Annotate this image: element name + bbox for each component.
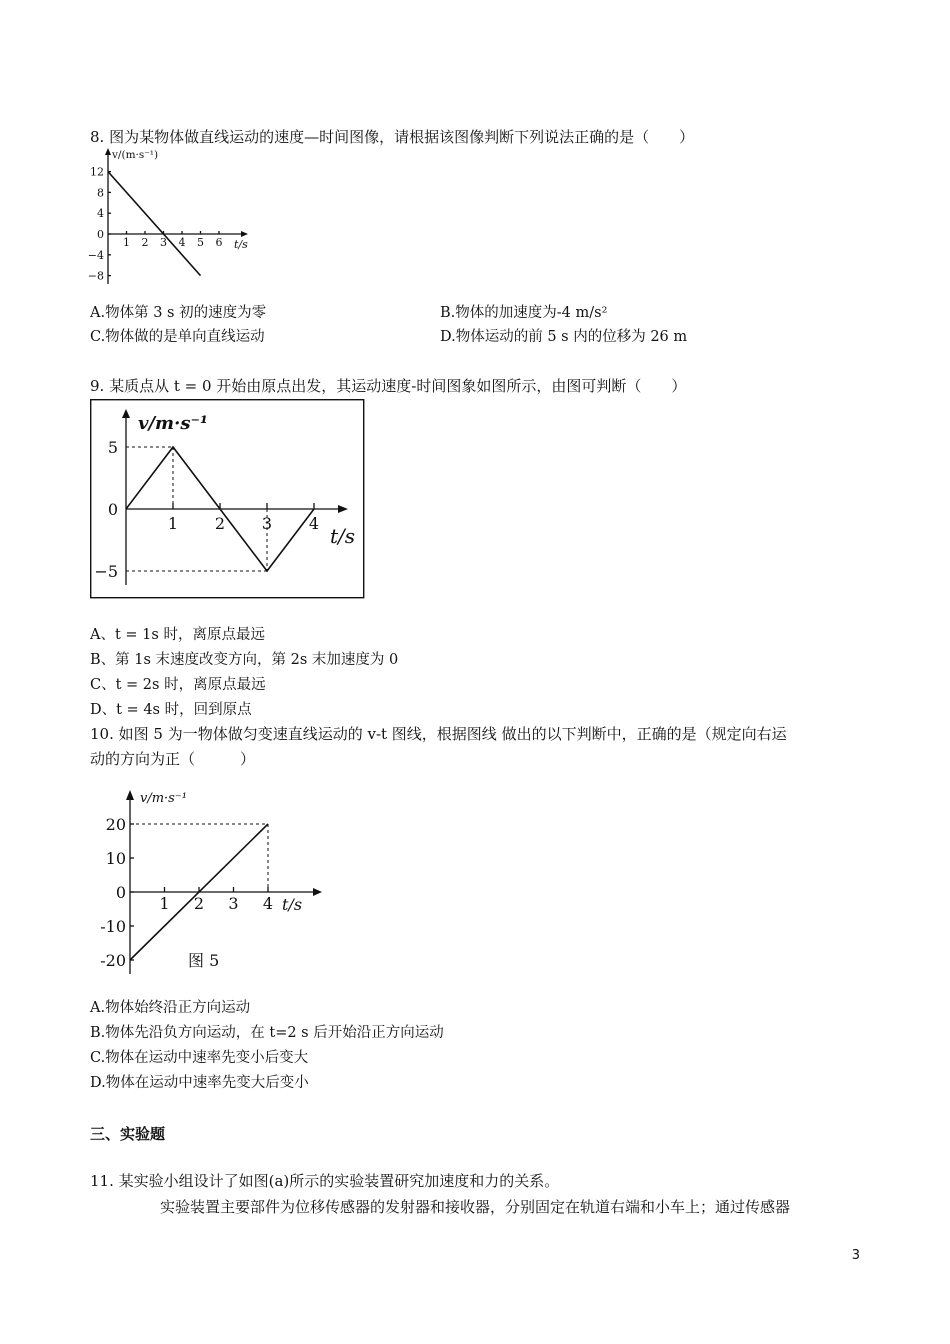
y-axis-arrow bbox=[126, 790, 134, 800]
y-tick-label: 10 bbox=[105, 849, 126, 868]
y-tick-label: 4 bbox=[97, 207, 104, 221]
y-tick-label: -10 bbox=[100, 917, 126, 936]
q10-option-a: A.物体始终沿正方向运动 bbox=[90, 1000, 251, 1016]
y-tick-label: 0 bbox=[115, 883, 126, 902]
q8-stem: 8. 图为某物体做直线运动的速度—时间图像，请根据该图像判断下列说法正确的是（ ） bbox=[90, 128, 695, 146]
y-tick-label: 0 bbox=[107, 500, 118, 519]
chart-frame bbox=[91, 400, 364, 598]
x-tick-label: 4 bbox=[178, 236, 186, 249]
y-tick-label: -20 bbox=[100, 951, 126, 970]
q10-option-d: D.物体在运动中速率先变大后变小 bbox=[90, 1075, 309, 1091]
y-axis-label: v/m·s⁻¹ bbox=[138, 413, 208, 434]
q8-velocity-line bbox=[108, 172, 201, 276]
section-title: 三、实验题 bbox=[90, 1125, 166, 1143]
q8-option-b: B.物体的加速度为-4 m/s² bbox=[440, 305, 608, 321]
y-tick-label: 5 bbox=[107, 438, 118, 457]
q8-option-c: C.物体做的是单向直线运动 bbox=[90, 329, 265, 345]
y-axis-label: v/(m·s⁻¹) bbox=[112, 149, 159, 161]
x-tick-label: 2 bbox=[193, 894, 205, 913]
x-tick-label: 5 bbox=[197, 236, 204, 249]
q9-vt-chart bbox=[90, 399, 366, 599]
q10-option-c: C.物体在运动中速率先变小后变大 bbox=[90, 1050, 309, 1066]
x-tick-label: 4 bbox=[308, 514, 320, 533]
q8-vt-chart bbox=[88, 146, 268, 286]
x-tick-label: 3 bbox=[160, 236, 167, 249]
q9-stem: 9. 某质点从 t = 0 开始由原点出发，其运动速度-时间图象如图所示，由图可判断（ ） bbox=[90, 377, 687, 395]
x-tick-label: 1 bbox=[167, 514, 179, 533]
x-axis-label: t/s bbox=[234, 238, 248, 251]
q8-option-a: A.物体第 3 s 初的速度为零 bbox=[90, 305, 267, 321]
y-tick-label: 12 bbox=[90, 165, 104, 179]
x-tick-label: 3 bbox=[261, 514, 273, 533]
x-tick-label: 6 bbox=[215, 236, 223, 249]
q10-option-b: B.物体先沿负方向运动，在 t=2 s 后开始沿正方向运动 bbox=[90, 1025, 444, 1041]
q9-option-b: B、第 1s 末速度改变方向，第 2s 末加速度为 0 bbox=[90, 652, 399, 668]
x-axis-label: t/s bbox=[330, 524, 356, 548]
q10-stem-line1: 10. 如图 5 为一物体做匀变速直线运动的 v-t 图线，根据图线 做出的以下判断中，正确的是（规定向右运 bbox=[90, 725, 787, 743]
y-tick-label: −8 bbox=[88, 269, 104, 283]
x-tick-label: 2 bbox=[141, 236, 149, 249]
x-tick-label: 1 bbox=[159, 894, 170, 913]
q10-stem-line2: 动的方向为正（ ） bbox=[90, 750, 256, 768]
x-tick-label: 4 bbox=[262, 894, 274, 913]
x-tick-label: 1 bbox=[123, 236, 130, 249]
figure-caption: 图 5 bbox=[188, 951, 220, 970]
q8-option-d: D.物体运动的前 5 s 内的位移为 26 m bbox=[440, 329, 688, 345]
page-number: 3 bbox=[851, 1248, 860, 1263]
q11-line2: 实验装置主要部件为位移传感器的发射器和接收器，分别固定在轨道右端和小车上；通过传感器 bbox=[160, 1198, 791, 1216]
q10-vt-chart bbox=[90, 782, 330, 982]
y-tick-label: −4 bbox=[88, 248, 104, 262]
q9-option-c: C、t = 2s 时，离原点最远 bbox=[90, 677, 266, 693]
x-tick-label: 3 bbox=[228, 894, 239, 913]
y-tick-label: 0 bbox=[97, 228, 104, 241]
y-tick-label: −5 bbox=[94, 562, 118, 581]
q9-option-a: A、t = 1s 时，离原点最远 bbox=[90, 627, 265, 643]
x-axis-arrow bbox=[338, 505, 348, 513]
y-axis-label: v/m·s⁻¹ bbox=[140, 791, 187, 806]
x-tick-label: 2 bbox=[214, 514, 226, 533]
y-tick-label: 20 bbox=[105, 815, 126, 834]
x-axis-label: t/s bbox=[282, 895, 303, 914]
x-axis-arrow bbox=[241, 231, 248, 237]
x-axis-arrow bbox=[313, 888, 322, 896]
y-tick-label: 8 bbox=[97, 186, 104, 200]
y-axis-arrow bbox=[105, 148, 111, 155]
y-axis-arrow bbox=[122, 409, 130, 418]
q11-line1: 11. 某实验小组设计了如图(a)所示的实验装置研究加速度和力的关系。 bbox=[90, 1172, 560, 1190]
q9-option-d: D、t = 4s 时，回到原点 bbox=[90, 702, 252, 718]
